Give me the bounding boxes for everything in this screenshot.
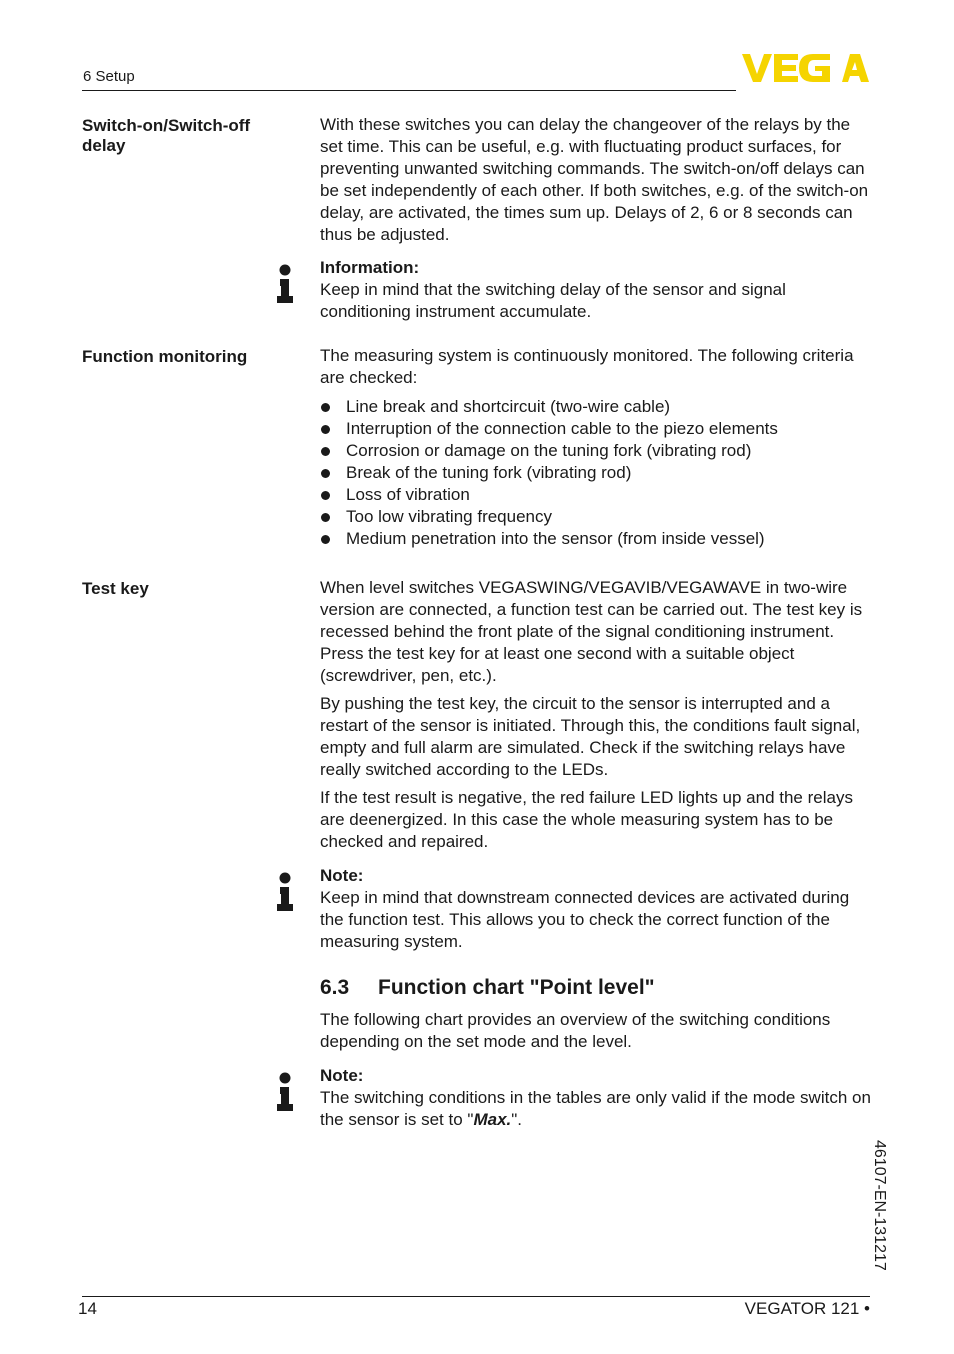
list-item: Corrosion or damage on the tuning fork (vibrating rod) bbox=[320, 440, 876, 462]
information-note bbox=[320, 257, 876, 323]
section-number: 6.3 bbox=[320, 976, 350, 999]
section-title: Function chart "Point level" bbox=[378, 976, 655, 999]
footer-rule bbox=[82, 1296, 870, 1297]
section-heading-6-3 bbox=[320, 976, 655, 1000]
info-icon bbox=[275, 264, 295, 304]
chart-note-text-before: The switching conditions in the tables are only valid if the mode switch on the sensor is set to " bbox=[320, 1088, 871, 1129]
switch-delay-paragraph: With these switches you can delay the changeover of the relays by the set time. This can be useful, e.g. with fluctuating product surfaces, for preventing unwanted switching commands. The switch-on/off delays can be set independently of each other. If both switches, e.g. of the switch-on delay, are activated, the times sum up. Delays of 2, 6 or 8 seconds can thus be adjusted. bbox=[320, 115, 869, 244]
test-key-text bbox=[320, 577, 876, 853]
information-note-title: Information: bbox=[320, 258, 420, 277]
chart-section-paragraph: The following chart provides an overview of the switching conditions depending on the set mode and the level. bbox=[320, 1010, 831, 1051]
criteria-list bbox=[320, 396, 876, 550]
chart-note-emphasis: Max. bbox=[473, 1110, 512, 1129]
test-key-note bbox=[320, 865, 876, 953]
side-heading-switch-delay: Switch-on/Switch-off delay bbox=[82, 116, 251, 155]
header-rule bbox=[82, 90, 736, 91]
list-item: Loss of vibration bbox=[320, 484, 876, 506]
information-note-text: Keep in mind that the switching delay of the sensor and signal conditioning instrument accumulate. bbox=[320, 280, 786, 321]
list-item: Line break and shortcircuit (two-wire cable) bbox=[320, 396, 876, 418]
info-icon bbox=[275, 1072, 295, 1112]
side-heading-function-monitoring: Function monitoring bbox=[82, 347, 248, 366]
list-item: Break of the tuning fork (vibrating rod) bbox=[320, 462, 876, 484]
test-key-note-text: Keep in mind that downstream connected devices are activated during the function test. This allows you to check the correct function of the measuring system. bbox=[320, 888, 850, 951]
chart-section-note bbox=[320, 1065, 876, 1131]
function-monitoring-text bbox=[320, 345, 876, 550]
test-key-paragraph-2: By pushing the test key, the circuit to the sensor is interrupted and a restart of the sensor is initiated. Through this, the conditions fault signal, empty and full alarm are simulated. Check if the switching relays have really switched according to the LEDs. bbox=[320, 694, 861, 779]
chart-note-text bbox=[320, 1087, 876, 1131]
chart-note-title: Note: bbox=[320, 1066, 364, 1085]
test-key-note-title: Note: bbox=[320, 866, 364, 885]
list-item: Interruption of the connection cable to the piezo elements bbox=[320, 418, 876, 440]
chart-section-text bbox=[320, 1009, 876, 1053]
info-icon bbox=[275, 872, 295, 912]
side-heading-test-key: Test key bbox=[82, 579, 149, 598]
page-number: 14 bbox=[78, 1299, 97, 1318]
vega-logo bbox=[742, 52, 872, 84]
test-key-paragraph-3: If the test result is negative, the red failure LED lights up and the relays are deenergized. In this case the whole measuring system has to be checked and repaired. bbox=[320, 788, 853, 851]
section-header: 6 Setup bbox=[83, 68, 135, 85]
list-item: Medium penetration into the sensor (from inside vessel) bbox=[320, 528, 876, 550]
function-monitoring-intro: The measuring system is continuously monitored. The following criteria are checked: bbox=[320, 346, 854, 387]
document-number: 46107-EN-131217 bbox=[871, 1140, 888, 1271]
product-name: VEGATOR 121 • bbox=[744, 1299, 870, 1318]
chart-note-text-after: ". bbox=[511, 1110, 523, 1129]
switch-delay-text bbox=[320, 114, 876, 246]
list-item: Too low vibrating frequency bbox=[320, 506, 876, 528]
test-key-paragraph-1: When level switches VEGASWING/VEGAVIB/VEGAWAVE in two-wire version are connected, a function test can be carried out. The test key is recessed behind the front plate of the signal conditioning instrument. Press the test key for at least one second with a suitable object (screwdriver, pen, etc.). bbox=[320, 578, 863, 685]
